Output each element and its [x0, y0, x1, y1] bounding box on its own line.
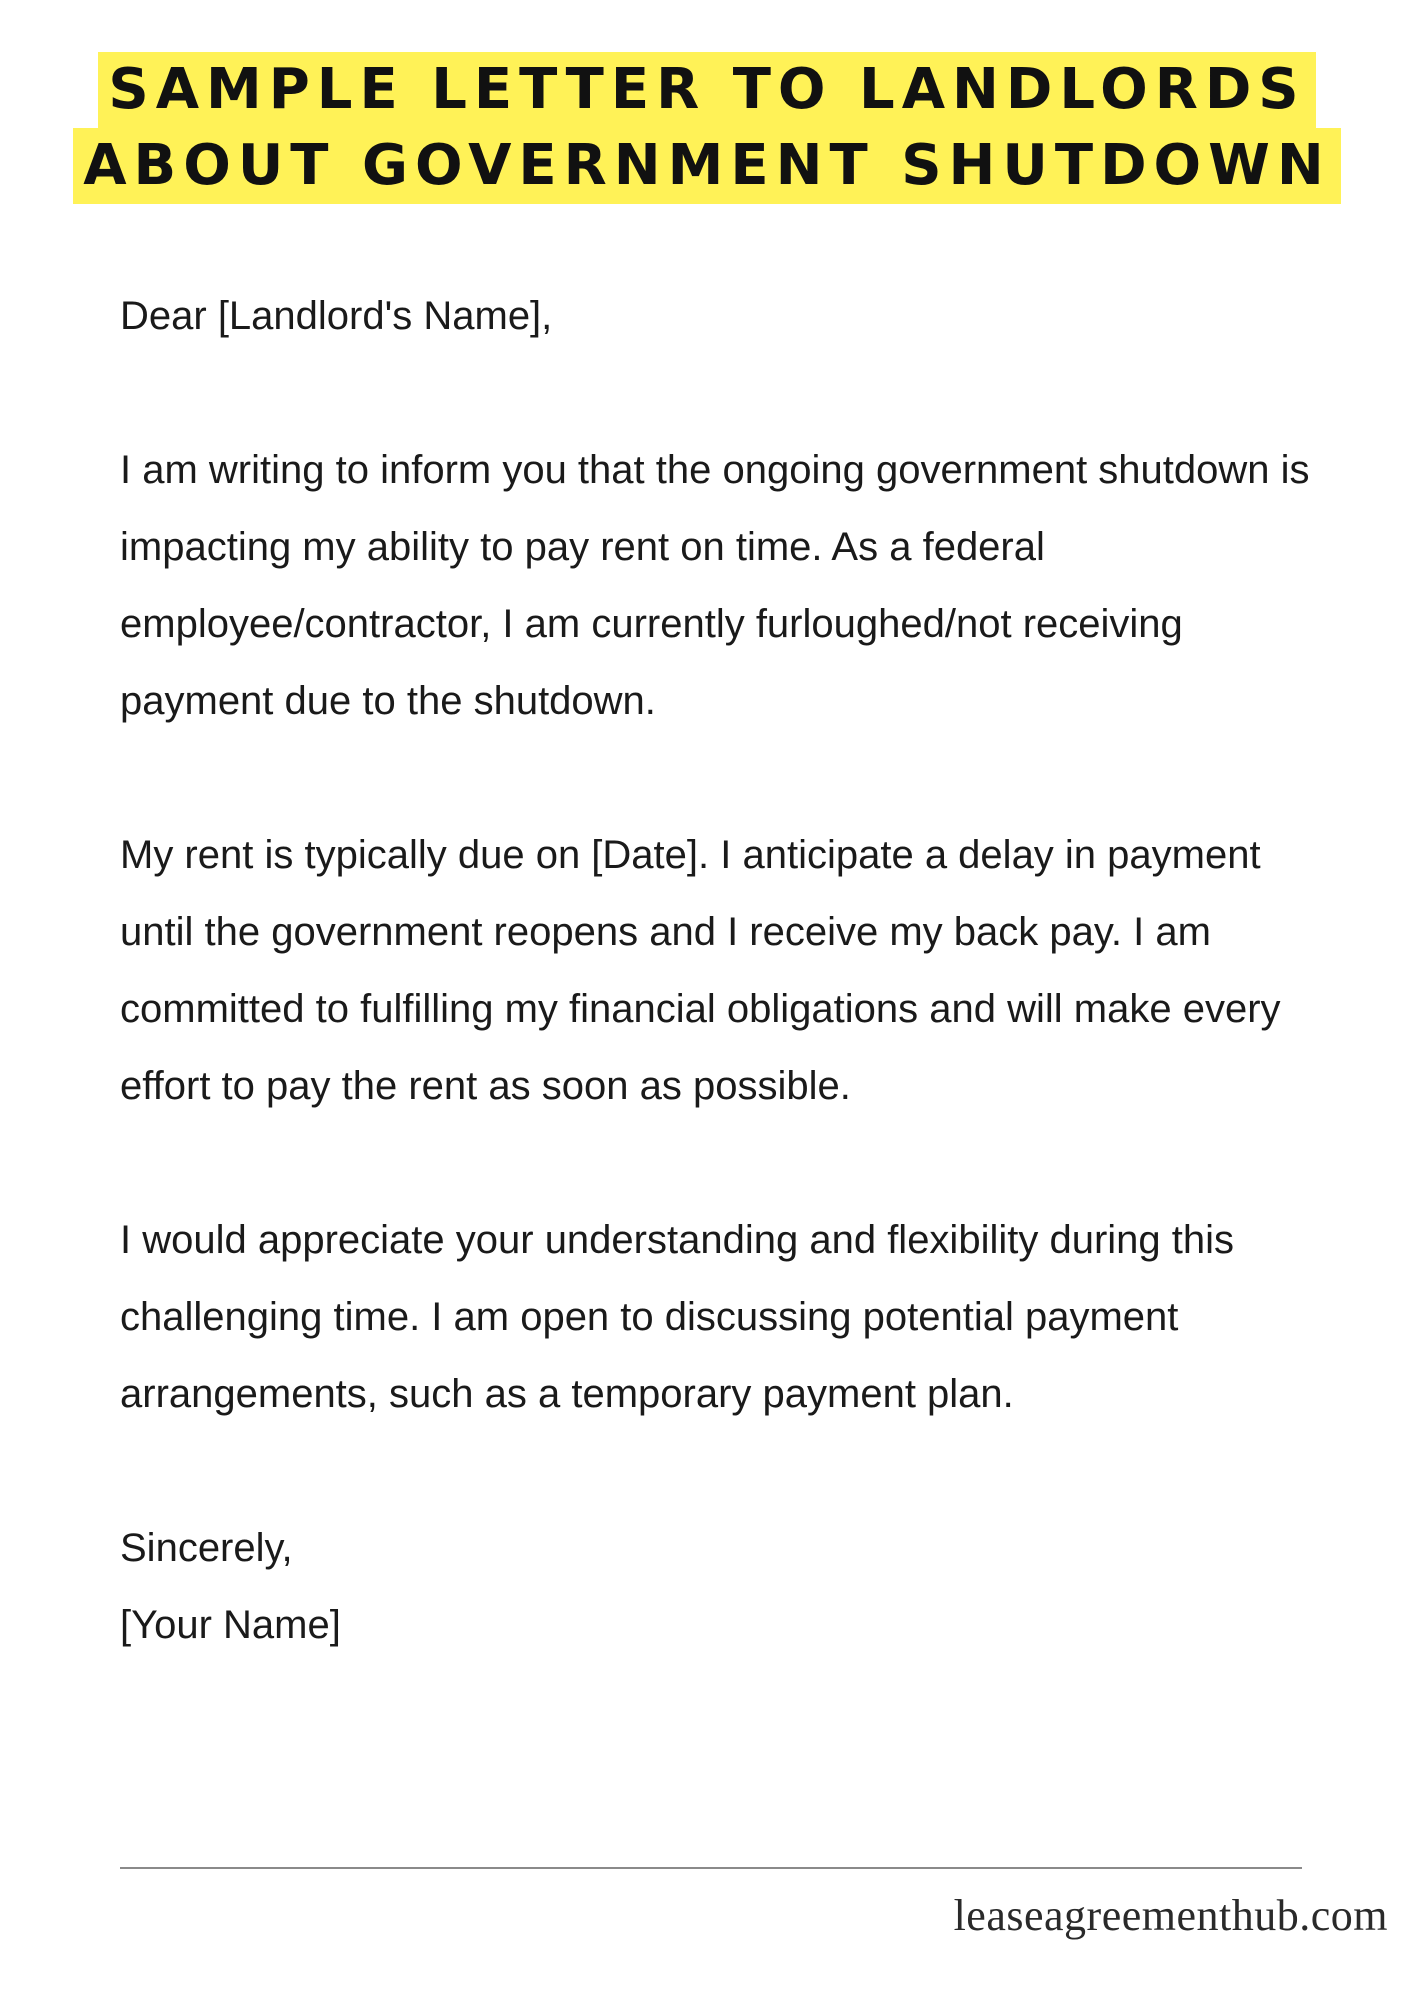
title-line-2: ABOUT GOVERNMENT SHUTDOWN: [73, 128, 1341, 204]
signature: [Your Name]: [120, 1603, 341, 1647]
page-title: [0, 52, 1414, 204]
website-watermark: leaseagreementhub.com: [953, 1891, 1388, 1940]
paragraph-1: I am writing to inform you that the ongoing government shutdown is impacting my ability to pay rent on time. As a federal employee/contractor, I am currently furloughed/not receiving payment due to the shutdown.: [120, 448, 1310, 723]
salutation: Dear [Landlord's Name],: [120, 294, 553, 338]
paragraph-2: My rent is typically due on [Date]. I anticipate a delay in payment until the government reopens and I receive my back pay. I am committed to fulfilling my financial obligations and will make every effort to pay the rent as soon as possible.: [120, 833, 1281, 1108]
paragraph-3: I would appreciate your understanding and flexibility during this challenging time. I am open to discussing potential payment arrangements, such as a temporary payment plan.: [120, 1218, 1235, 1416]
letter-body: [120, 278, 1340, 1664]
closing: Sincerely,: [120, 1526, 293, 1570]
footer-divider: [120, 1867, 1302, 1869]
title-line-1: SAMPLE LETTER TO LANDLORDS: [98, 52, 1315, 128]
